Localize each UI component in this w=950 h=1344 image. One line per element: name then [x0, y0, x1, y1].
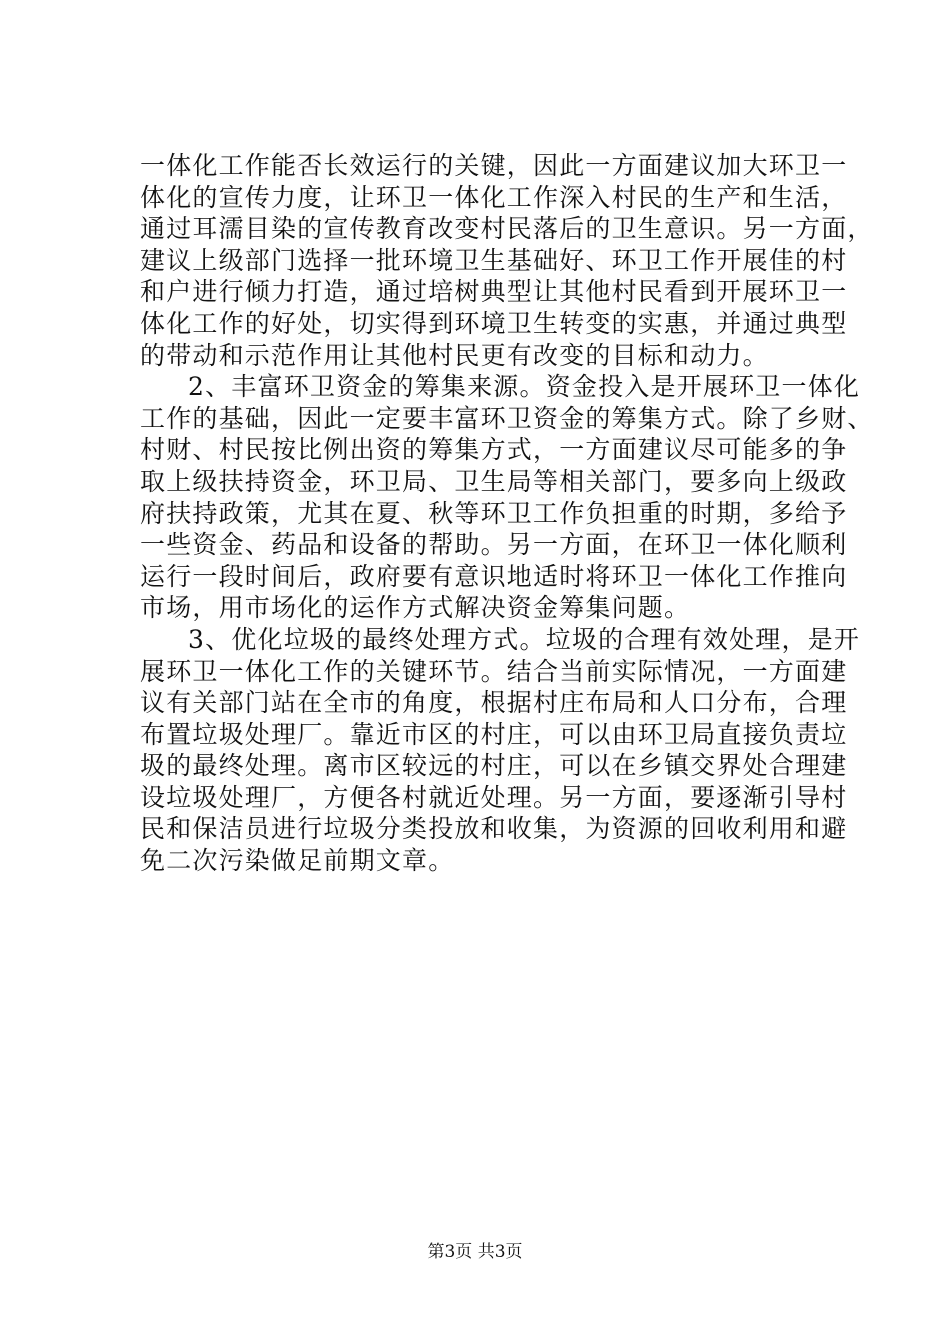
- text-line: 建议上级部门选择一批环境卫生基础好、环卫工作开展佳的村: [140, 245, 848, 275]
- text-line: 议有关部门站在全市的角度，根据村庄布局和人口分布，合理: [140, 688, 848, 718]
- text-line: 运行一段时间后，政府要有意识地适时将环卫一体化工作推向: [140, 561, 848, 591]
- text-line: 工作的基础，因此一定要丰富环卫资金的筹集方式。除了乡财、: [140, 403, 874, 433]
- text-line: 展环卫一体化工作的关键环节。结合当前实际情况，一方面建: [140, 656, 848, 686]
- text-line: 体化的宣传力度，让环卫一体化工作深入村民的生产和生活，: [140, 182, 848, 212]
- text-line: 村财、村民按比例出资的筹集方式，一方面建议尽可能多的争: [140, 435, 848, 465]
- text-line: 设垃圾处理厂，方便各村就近处理。另一方面，要逐渐引导村: [140, 782, 848, 812]
- paragraph-3-first-line: 3、优化垃圾的最终处理方式。垃圾的合理有效处理，是开: [188, 624, 861, 654]
- text-line: 通过耳濡目染的宣传教育改变村民落后的卫生意识。另一方面，: [140, 214, 874, 244]
- body-text: [140, 150, 874, 877]
- text-line: 一体化工作能否长效运行的关键，因此一方面建议加大环卫一: [140, 151, 848, 180]
- text-line: 府扶持政策，尤其在夏、秋等环卫工作负担重的时期，多给予: [140, 498, 848, 528]
- text-line: 市场，用市场化的运作方式解决资金筹集问题。: [140, 593, 691, 623]
- text-line: 一些资金、药品和设备的帮助。另一方面，在环卫一体化顺利: [140, 530, 848, 560]
- text-line: 免二次污染做足前期文章。: [140, 846, 455, 876]
- text-line: 体化工作的好处，切实得到环境卫生转变的实惠，并通过典型: [140, 308, 848, 338]
- text-line: 和户进行倾力打造，通过培树典型让其他村民看到开展环卫一: [140, 277, 848, 307]
- text-line: 取上级扶持资金，环卫局、卫生局等相关部门，要多向上级政: [140, 466, 848, 496]
- text-line: 的带动和示范作用让其他村民更有改变的目标和动力。: [140, 340, 769, 370]
- text-line: 民和保洁员进行垃圾分类投放和收集，为资源的回收利用和避: [140, 814, 848, 844]
- paragraph-2-first-line: 2、丰富环卫资金的筹集来源。资金投入是开展环卫一体化: [188, 372, 861, 402]
- page-footer: 第3页 共3页: [427, 1242, 523, 1262]
- text-line: 布置垃圾处理厂。靠近市区的村庄，可以由环卫局直接负责垃: [140, 719, 848, 749]
- text-line: 圾的最终处理。离市区较远的村庄，可以在乡镇交界处合理建: [140, 751, 848, 781]
